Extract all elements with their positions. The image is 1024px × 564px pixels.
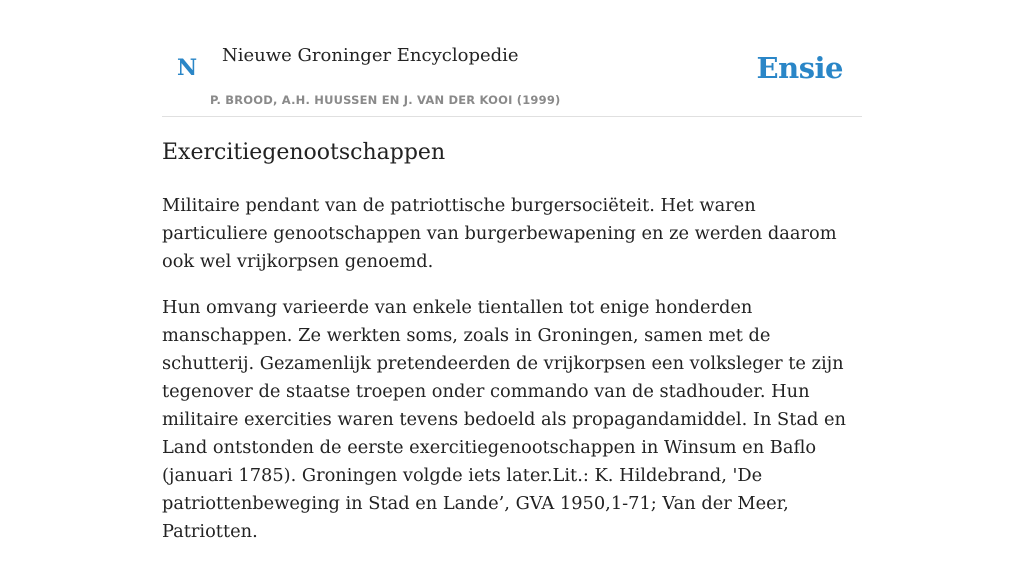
page <box>162 0 862 542</box>
encyclopedia-title[interactable]: Nieuwe Groninger Encyclopedie <box>222 45 519 66</box>
article-title: Exercitiegenootschappen <box>162 140 446 165</box>
encyclopedia-logo[interactable]: N <box>177 55 198 81</box>
authors-line: P. BROOD, A.H. HUUSSEN EN J. VAN DER KOOI (1999) <box>210 93 561 107</box>
header <box>162 0 862 117</box>
article-paragraph: Hun omvang varieerde van enkele tientallen tot enige honderden manschappen. Ze werkten soms, zoals in Groningen, samen met de schutterij. Gezamenlijk pretendeerden de vrijkorpsen een volksleger te zijn tegenover de staatse troepen onder commando van de stadhouder. Hun militaire exercities waren tevens bedoeld als propagandamiddel. In Stad en Land ontstonden de eerste exercitiegenootschappen in Winsum en Baflo (januari 1785). Groningen volgde iets later.Lit.: K. Hildebrand, 'De patriottenbeweging in Stad en Lande’, GVA 1950,1-71; Van der Meer, Patriotten. <box>162 297 846 542</box>
article-body <box>162 192 862 564</box>
ensie-brand-logo[interactable]: Ensie <box>756 51 843 85</box>
article-paragraph: Militaire pendant van de patriottische burgersociëteit. Het waren particuliere genootschappen van burgerbewapening en ze werden daarom ook wel vrijkorpsen genoemd. <box>162 195 837 272</box>
